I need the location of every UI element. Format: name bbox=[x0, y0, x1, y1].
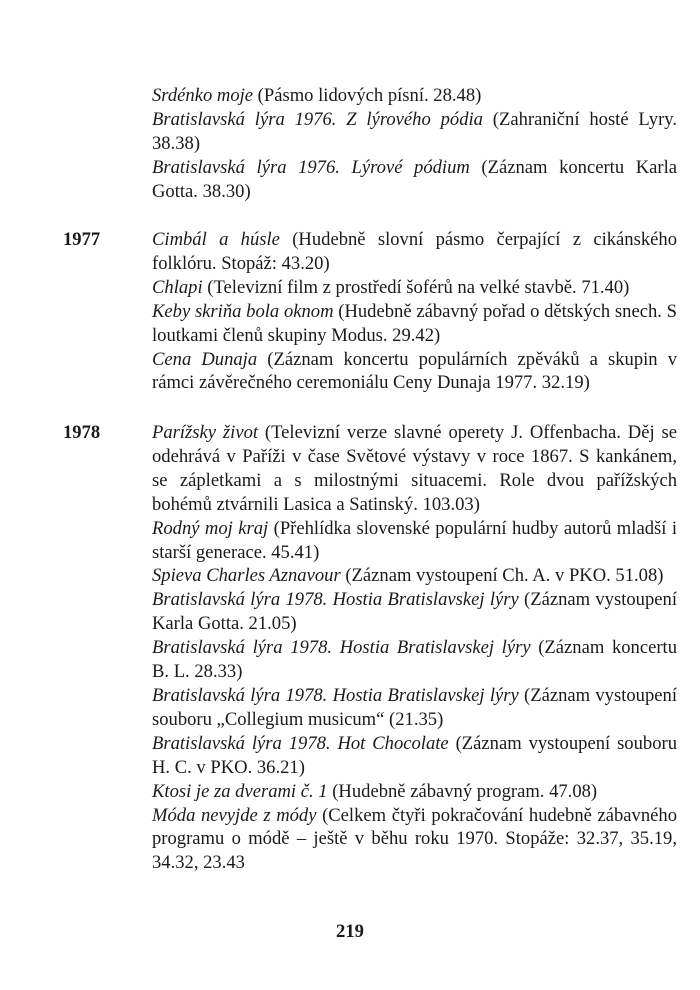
entry-description: (Hudebně slovní pásmo čerpající z cikánského folklóru. Stopáž: 43.20) bbox=[152, 229, 677, 274]
entry bbox=[152, 156, 677, 204]
entry-list bbox=[152, 421, 677, 875]
year-section-1978 bbox=[63, 421, 685, 875]
entry bbox=[152, 517, 677, 565]
entry bbox=[152, 636, 677, 684]
entry-title: Keby skriňa bola oknom bbox=[152, 300, 334, 322]
entry-description: (Záznam vystoupení souboru „Collegium musicum“ (21.35) bbox=[152, 684, 677, 730]
entry-description: (Záznam koncertu populárních zpěváků a skupin v rámci závěrečného ceremoniálu Ceny Dunaja 1977. 32.19) bbox=[152, 348, 677, 394]
entry bbox=[152, 684, 677, 732]
entry-title: Bratislavská lýra 1978. Hot Chocolate bbox=[152, 732, 449, 754]
entry-list bbox=[152, 228, 677, 395]
entry bbox=[152, 564, 677, 588]
entry-title: Móda nevyjde z módy bbox=[152, 804, 317, 826]
entry-description: (Hudebně zábavný pořad o dětských snech. S loutkami členů skupiny Modus. 29.42) bbox=[152, 300, 677, 346]
year-section-1977 bbox=[63, 228, 685, 395]
entry bbox=[152, 421, 677, 517]
entry-title: Spieva Charles Aznavour bbox=[152, 565, 341, 587]
year-section-1976-continued bbox=[63, 84, 685, 204]
year-label: 1978 bbox=[63, 422, 101, 443]
entry-description: (Záznam koncertu B. L. 28.33) bbox=[152, 637, 677, 683]
entry bbox=[152, 348, 677, 396]
entry bbox=[152, 84, 677, 108]
year-label bbox=[63, 84, 152, 204]
page-number: 219 bbox=[336, 921, 364, 942]
entry-description: (Záznam vystoupení Ch. A. v PKO. 51.08) bbox=[340, 565, 664, 587]
entry-title: Bratislavská lýra 1978. Hostia Bratislavskej lýry bbox=[152, 589, 519, 611]
entry bbox=[152, 108, 677, 156]
entry bbox=[152, 732, 677, 780]
entry bbox=[152, 276, 677, 300]
entry-title: Rodný moj kraj bbox=[152, 517, 269, 539]
entry-title: Bratislavská lýra 1976. Lýrové pódium bbox=[152, 156, 470, 178]
entry-title: Bratislavská lýra 1976. Z lýrového pódia bbox=[152, 108, 483, 130]
entry bbox=[152, 804, 677, 876]
entry-title: Cimbál a húsle bbox=[152, 229, 280, 250]
entry-description: (Pásmo lidových písní. 28.48) bbox=[253, 85, 482, 106]
entry-title: Bratislavská lýra 1978. Hostia Bratislavskej lýry bbox=[152, 637, 531, 659]
entry-title: Bratislavská lýra 1978. Hostia Bratislavskej lýry bbox=[152, 684, 519, 706]
entry-description: (Hudebně zábavný program. 47.08) bbox=[327, 780, 598, 802]
entry-description: (Zahraniční hosté Lyry. 38.38) bbox=[152, 108, 677, 154]
entry-title: Cena Dunaja bbox=[152, 348, 258, 370]
entry-title: Ktosi je za dverami č. 1 bbox=[152, 780, 328, 802]
entry-description: (Záznam koncertu Karla Gotta. 38.30) bbox=[152, 156, 677, 202]
entry bbox=[152, 780, 677, 804]
entry-title: Chlapi bbox=[152, 276, 203, 298]
entry-list bbox=[152, 84, 677, 204]
entry-title: Parížsky život bbox=[152, 422, 259, 443]
year-label: 1977 bbox=[63, 229, 101, 250]
entry-description: (Záznam vystoupení Karla Gotta. 21.05) bbox=[152, 589, 677, 635]
entry-description: (Televizní film z prostředí šoférů na velké stavbě. 71.40) bbox=[202, 276, 630, 298]
entry-title: Srdénko moje bbox=[152, 85, 254, 106]
entry bbox=[152, 588, 677, 636]
entry-description: (Televizní verze slavné operety J. Offenbacha. Děj se odehrává v Paříži v čase Světové výstavy v roce 1867. S kankánem, se zápletkami a s milostnými situacemi. Role dvou pařížských bohémů ztvárnili Lasica a Satinský. 103.03) bbox=[152, 422, 677, 515]
entry-description: (Přehlídka slovenské populární hudby autorů mladší i starší generace. 45.41) bbox=[152, 517, 677, 563]
entry bbox=[152, 300, 677, 348]
entry-description: (Celkem čtyři pokračování hudebně zábavného programu o módě – ještě v běhu roku 1970. Stopáže: 32.37, 35.19, 34.32, 23.43 bbox=[152, 804, 677, 874]
entry bbox=[152, 228, 677, 276]
entry-description: (Záznam vystoupení souboru H. C. v PKO. 36.21) bbox=[152, 732, 677, 778]
